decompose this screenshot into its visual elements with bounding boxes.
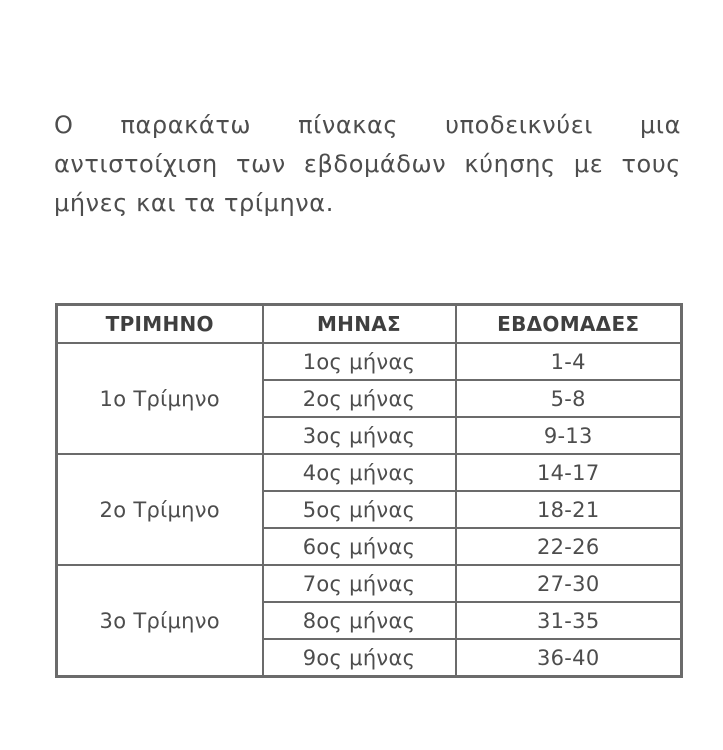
weeks-cell: 9-13 bbox=[456, 417, 682, 454]
month-cell: 6ος μήνας bbox=[263, 528, 456, 565]
trimester-cell: 2ο Τρίμηνο bbox=[57, 454, 263, 565]
month-cell: 7ος μήνας bbox=[263, 565, 456, 602]
weeks-cell: 14-17 bbox=[456, 454, 682, 491]
month-cell: 4ος μήνας bbox=[263, 454, 456, 491]
header-trimester: ΤΡΙΜΗΝΟ bbox=[57, 305, 263, 344]
table-row bbox=[57, 565, 682, 602]
weeks-cell: 27-30 bbox=[456, 565, 682, 602]
weeks-cell: 5-8 bbox=[456, 380, 682, 417]
month-cell: 9ος μήνας bbox=[263, 639, 456, 677]
month-cell: 3ος μήνας bbox=[263, 417, 456, 454]
table-header-row bbox=[57, 305, 682, 344]
intro-paragraph: Ο παρακάτω πίνακας υποδεικνύει μια αντιστοίχιση των εβδομάδων κύησης με τους μήνες και τα τρίμηνα. bbox=[54, 111, 681, 217]
header-month: ΜΗΝΑΣ bbox=[263, 305, 456, 344]
month-cell: 1ος μήνας bbox=[263, 343, 456, 380]
weeks-cell: 22-26 bbox=[456, 528, 682, 565]
table-row bbox=[57, 454, 682, 491]
month-cell: 5ος μήνας bbox=[263, 491, 456, 528]
weeks-cell: 18-21 bbox=[456, 491, 682, 528]
weeks-cell: 31-35 bbox=[456, 602, 682, 639]
header-weeks: ΕΒΔΟΜΑΔΕΣ bbox=[456, 305, 682, 344]
month-cell: 8ος μήνας bbox=[263, 602, 456, 639]
trimester-cell: 3ο Τρίμηνο bbox=[57, 565, 263, 677]
trimester-cell: 1ο Τρίμηνο bbox=[57, 343, 263, 454]
weeks-cell: 36-40 bbox=[456, 639, 682, 677]
pregnancy-weeks-table bbox=[55, 303, 683, 678]
month-cell: 2ος μήνας bbox=[263, 380, 456, 417]
weeks-cell: 1-4 bbox=[456, 343, 682, 380]
table-row bbox=[57, 343, 682, 380]
